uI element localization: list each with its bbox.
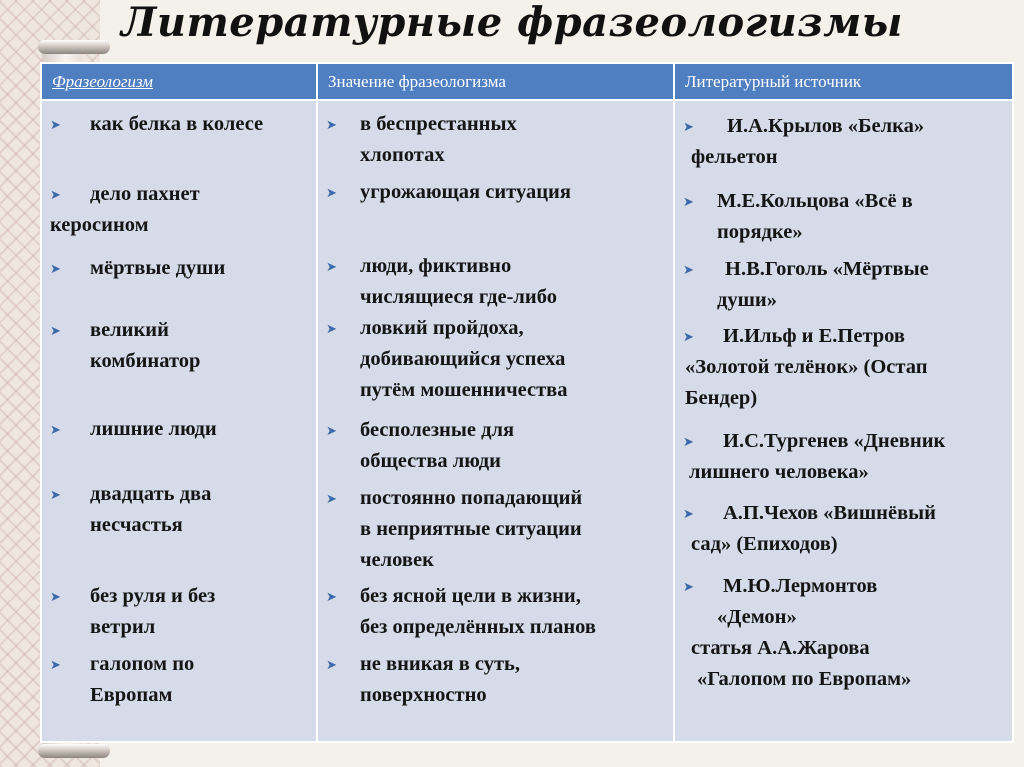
list-item-line: без определённых планов <box>360 616 596 638</box>
list-item-line: И.Ильф и Е.Петров <box>723 325 905 347</box>
list-item-line: сад» (Епиходов) <box>691 533 838 555</box>
list-item-line: И.А.Крылов «Белка» <box>727 115 925 137</box>
bullet-icon: ➤ <box>326 260 337 275</box>
list-item-line: фельетон <box>691 146 778 168</box>
table-body-row <box>41 100 1013 742</box>
phraseology-table <box>40 62 1014 743</box>
list-item-line: путём мошенничества <box>360 379 568 401</box>
list-item-line: великий <box>90 319 169 341</box>
list-item-line: двадцать два <box>90 483 212 505</box>
list-item-line: без руля и без <box>90 585 216 607</box>
list-item-line: поверхностно <box>360 684 487 706</box>
bullet-icon: ➤ <box>50 590 61 605</box>
list-item-line: как белка в колесе <box>90 113 264 135</box>
bullet-icon: ➤ <box>683 580 694 595</box>
list-item-line: «Золотой телёнок» (Остап <box>685 356 928 378</box>
bullet-icon: ➤ <box>326 424 337 439</box>
list-item-line: добивающийся успеха <box>360 348 566 370</box>
list-item-line: М.Е.Кольцова «Всё в <box>717 190 913 212</box>
list-item-line: керосином <box>50 214 149 236</box>
bullet-icon: ➤ <box>683 330 694 345</box>
bullet-icon: ➤ <box>326 658 337 673</box>
bullet-icon: ➤ <box>683 195 694 210</box>
list-item-line: дело пахнет <box>90 183 200 205</box>
list-item-line: порядке» <box>717 221 803 243</box>
list-item-line: «Галопом по Европам» <box>697 668 912 690</box>
bullet-icon: ➤ <box>50 488 61 503</box>
bullet-icon: ➤ <box>326 322 337 337</box>
list-item-line: несчастья <box>90 514 183 536</box>
bullet-icon: ➤ <box>683 120 694 135</box>
list-item-line: галопом по <box>90 653 195 675</box>
scroll-rod-bottom <box>38 744 110 758</box>
column-meanings <box>317 100 674 742</box>
column-phraseologisms <box>41 100 317 742</box>
list-item-line: без ясной цели в жизни, <box>360 585 581 607</box>
list-item-line: в беспрестанных <box>360 113 517 135</box>
list-item-line: угрожающая ситуация <box>360 181 571 203</box>
column-sources <box>674 100 1013 742</box>
list-item-line: А.П.Чехов «Вишнёвый <box>723 502 936 524</box>
list-item-line: лишнего человека» <box>689 461 869 483</box>
bullet-icon: ➤ <box>683 507 694 522</box>
list-item-line: в неприятные ситуации <box>360 518 582 540</box>
list-item-line: Бендер) <box>685 387 758 409</box>
list-item-line: статья А.А.Жарова <box>691 637 870 659</box>
bullet-icon: ➤ <box>50 658 61 673</box>
list-item-line: лишние люди <box>90 418 217 440</box>
bullet-icon: ➤ <box>326 118 337 133</box>
list-item-line: Н.В.Гоголь «Мёртвые <box>725 258 929 280</box>
list-item-line: «Демон» <box>717 606 797 628</box>
header-source: Литературный источник <box>674 63 1013 100</box>
list-item-line: М.Ю.Лермонтов <box>723 575 878 597</box>
list-item-line: числящиеся где-либо <box>360 286 557 308</box>
list-item-line: человек <box>360 549 434 571</box>
list-item-line: души» <box>717 289 777 311</box>
bullet-icon: ➤ <box>683 263 694 278</box>
list-item-line: ветрил <box>90 616 156 638</box>
bullet-icon: ➤ <box>50 423 61 438</box>
bullet-icon: ➤ <box>326 492 337 507</box>
bullet-icon: ➤ <box>326 590 337 605</box>
header-phraseologism: Фразеологизм <box>41 63 317 100</box>
list-item-line: не вникая в суть, <box>360 653 521 675</box>
list-item-line: люди, фиктивно <box>360 255 512 277</box>
page-title: Литературные фразеологизмы <box>121 0 903 46</box>
bullet-icon: ➤ <box>50 188 61 203</box>
list-item-line: бесполезные для <box>360 419 515 441</box>
bullet-icon: ➤ <box>50 262 61 277</box>
bullet-icon: ➤ <box>50 118 61 133</box>
list-item-line: постоянно попадающий <box>360 487 583 509</box>
list-item-line: ловкий пройдоха, <box>360 317 524 339</box>
list-item-line: мёртвые души <box>90 257 226 279</box>
list-item-line: комбинатор <box>90 350 201 372</box>
list-item-line: хлопотах <box>360 144 445 166</box>
bullet-icon: ➤ <box>683 435 694 450</box>
list-item-line: общества люди <box>360 450 501 472</box>
bullet-icon: ➤ <box>50 324 61 339</box>
list-item-line: И.С.Тургенев «Дневник <box>723 430 946 452</box>
table-header-row <box>41 63 1013 100</box>
bullet-icon: ➤ <box>326 186 337 201</box>
list-item-line: Европам <box>90 684 173 706</box>
header-meaning: Значение фразеологизма <box>317 63 674 100</box>
